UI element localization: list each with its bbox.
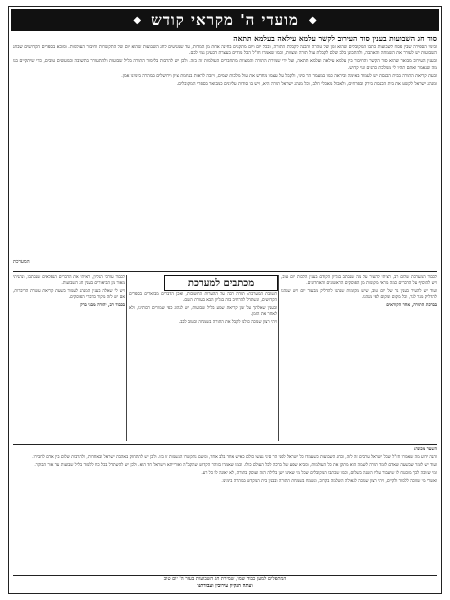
intro-paragraph: ובימי הספירה שבין פסח לשבועות כתבו המקובלים שהוא זמן של טהרה והכנה לקבלת התורה, ובכל יום ויום מתקנים בחינה אחת מן המדות, עד שמגיעים לחג השבועות שהוא יום של התקשרות וחיבור העולמות. ומובא בספרים הקדושים שבחג השבועות יש לעורר את השמחה והאהבה, ולהתכונן בלב שלם לקבלת עול תורה ומצוות, וכמו שאמרו חז"ל הכל מודים בעצרת דבעינן נמי לכם.: [13, 45, 437, 57]
letter-paragraph: ויש לי שאלה בענין המנהג לעמוד בשעת קריאת עשרת הדיברות, אם יש לזה מקור בדברי הפוסקים.: [13, 288, 125, 300]
intro-paragraph: ובענין העירוב מבואר שהוא סוד הקשר והחיבור בין עלמא עילאה ועלמא תתאה, ועל ידי שמירת התורה והמצוות מתחברים העולמות זה בזה. ולכן יש להרבות בלימוד התורה בליל שבועות ולהתעורר בתשובה ובמעשים טובים, כדי שיתקיים בנו מה שנאמר ואתם תהיו לי ממלכת כהנים וגוי קדוש.: [13, 59, 437, 71]
letter-signature: בברכת התורה, אחד הקוראים: [386, 302, 437, 308]
letter-paragraph: ועוד יש להעיר בענין נר של יום טוב, שיש מקומות שנהגו להדליק מבעוד יום ויש שנהגו להדליק מנר לנר, וכל מקום ומקום לפי מנהגו.: [281, 288, 437, 300]
ornament-icon: ◆: [308, 14, 317, 26]
column-divider: [278, 275, 279, 441]
letter-paragraph: ויהי רצון שנזכה כולנו לקבל את התורה בשמחה ובטוב לבב.: [178, 319, 277, 325]
intro-paragraph: ומנהג ישראל לקשט את בית הכנסת בירק ובפרחים, ולאכול מאכלי חלב, וכל מנהג ישראל תורה היא, ויש בו סודות עליונים כמבואר בספרי המקובלים.: [176, 82, 437, 88]
letters-column-left: [13, 275, 125, 441]
masthead-banner: [11, 9, 439, 31]
letters-section-header: [164, 275, 278, 291]
letter-paragraph: ובענין שאלתך על זמן קריאת שמע בליל שבועות, יש לנהוג כפי שמורים רבותינו, ולא לאחר את הזמן.: [129, 305, 277, 317]
bottom-paragraph: ואשרי מי שזוכה ללמוד ולקיים, ויהי רצון שנזכה לגאולה השלמה בקרוב, ונשמח בשמחת התורה ובבנין בית המקדש במהרה בימינו.: [221, 478, 437, 484]
bottom-heading: השער מכונה:: [413, 447, 437, 452]
ornament-icon: ◆: [133, 14, 142, 26]
masthead-title: מועדי ה' מקראי קודש: [151, 10, 299, 29]
letters-section-title: מכתבים למערכת: [187, 277, 255, 289]
article-subheading: סוד חג השבועות בענין סוד העירוב לקשר עלמא עילאה בעלמא תתאה: [233, 34, 437, 43]
letters-column-right: [281, 275, 437, 441]
intro-article: [13, 45, 437, 272]
letter-signature: בכבוד רב, יהודה מבני ברק: [80, 302, 125, 308]
newsletter-page: [8, 6, 442, 594]
footer-line: המתפלים למען כבוד שמו, שמירת חג השבועות בעזר ה' יום טוב: [163, 576, 287, 582]
letter-paragraph: לכבוד עורכי הגליון, ראיתי את הדברים הנפלאים שנכתבו, ונהניתי מאוד מן הביאורים בענין חג השבועות.: [13, 275, 125, 286]
bottom-paragraph: ועוד יש לומר שבשעה שאדם לומד תורה לשמה הוא מתקן את כל העולמות, ומביא שפע של ברכה לכל העולם כולו. וכמו שאמרו בזוהר הקדוש שהקב"ה ואורייתא וישראל חד הוא. ולכן יש להשתדל בכל כח ללמוד בליל שבועות עד אור הבוקר.: [34, 462, 437, 468]
intro-paragraph: ובעת קריאת התורה בבית הכנסת יש לעמוד באימה וביראה כמו במעמד הר סיני, ולקבל על עצמו מחדש את עול מלכות שמים, ויזכה לראות בנחמת ציון וירושלים במהרה בימינו אמן.: [121, 73, 437, 79]
letter-paragraph: לכבוד המערכת שלום רב, רציתי להעיר על מה שנכתב בגליון הקודם בענין הלכות יום טוב, ויש להוסיף על הדברים כמה מראי מקומות מן הפוסקים הראשונים והאחרונים.: [281, 275, 437, 286]
bottom-paragraph: ומי שזוכה לכך מובטח לו שיעבור עליו השנה בשלום, וכמו שכתבו המקובלים שכל מי שאינו ישן בלילה הזה ועוסק בתורה, לא יאונה לו כל רע.: [201, 470, 437, 476]
bottom-article: [13, 444, 437, 572]
letters-column-center: [129, 292, 277, 441]
intro-signature: המערכת: [13, 259, 30, 265]
bottom-paragraph: והנה ידוע מה שאמרו חז"ל שכל ישראל ערבים זה לזה, ובחג השבועות כשעמדו כל ישראל לפני הר סיני נעשו כולם כאיש אחד בלב אחד, ומשם נתקשרו הנשמות זו בזו. ולכן יש להתחזק באהבת ישראל ובאחדות, ולהרבות שלום בין אדם לחבירו.: [32, 454, 437, 460]
letter-paragraph: תשובת המערכת: תודה רבה על ההערות החשובות, ואכן הדברים מבוארים בספרים הקדושים, ונשתדל להרחיב בזה בגליון הבא בעזרת השם.: [129, 292, 277, 303]
footer-line: ועתה הנקיון עירובין ועבודתנו: [197, 583, 253, 589]
page-footer: [13, 575, 437, 592]
column-divider: [126, 275, 127, 441]
